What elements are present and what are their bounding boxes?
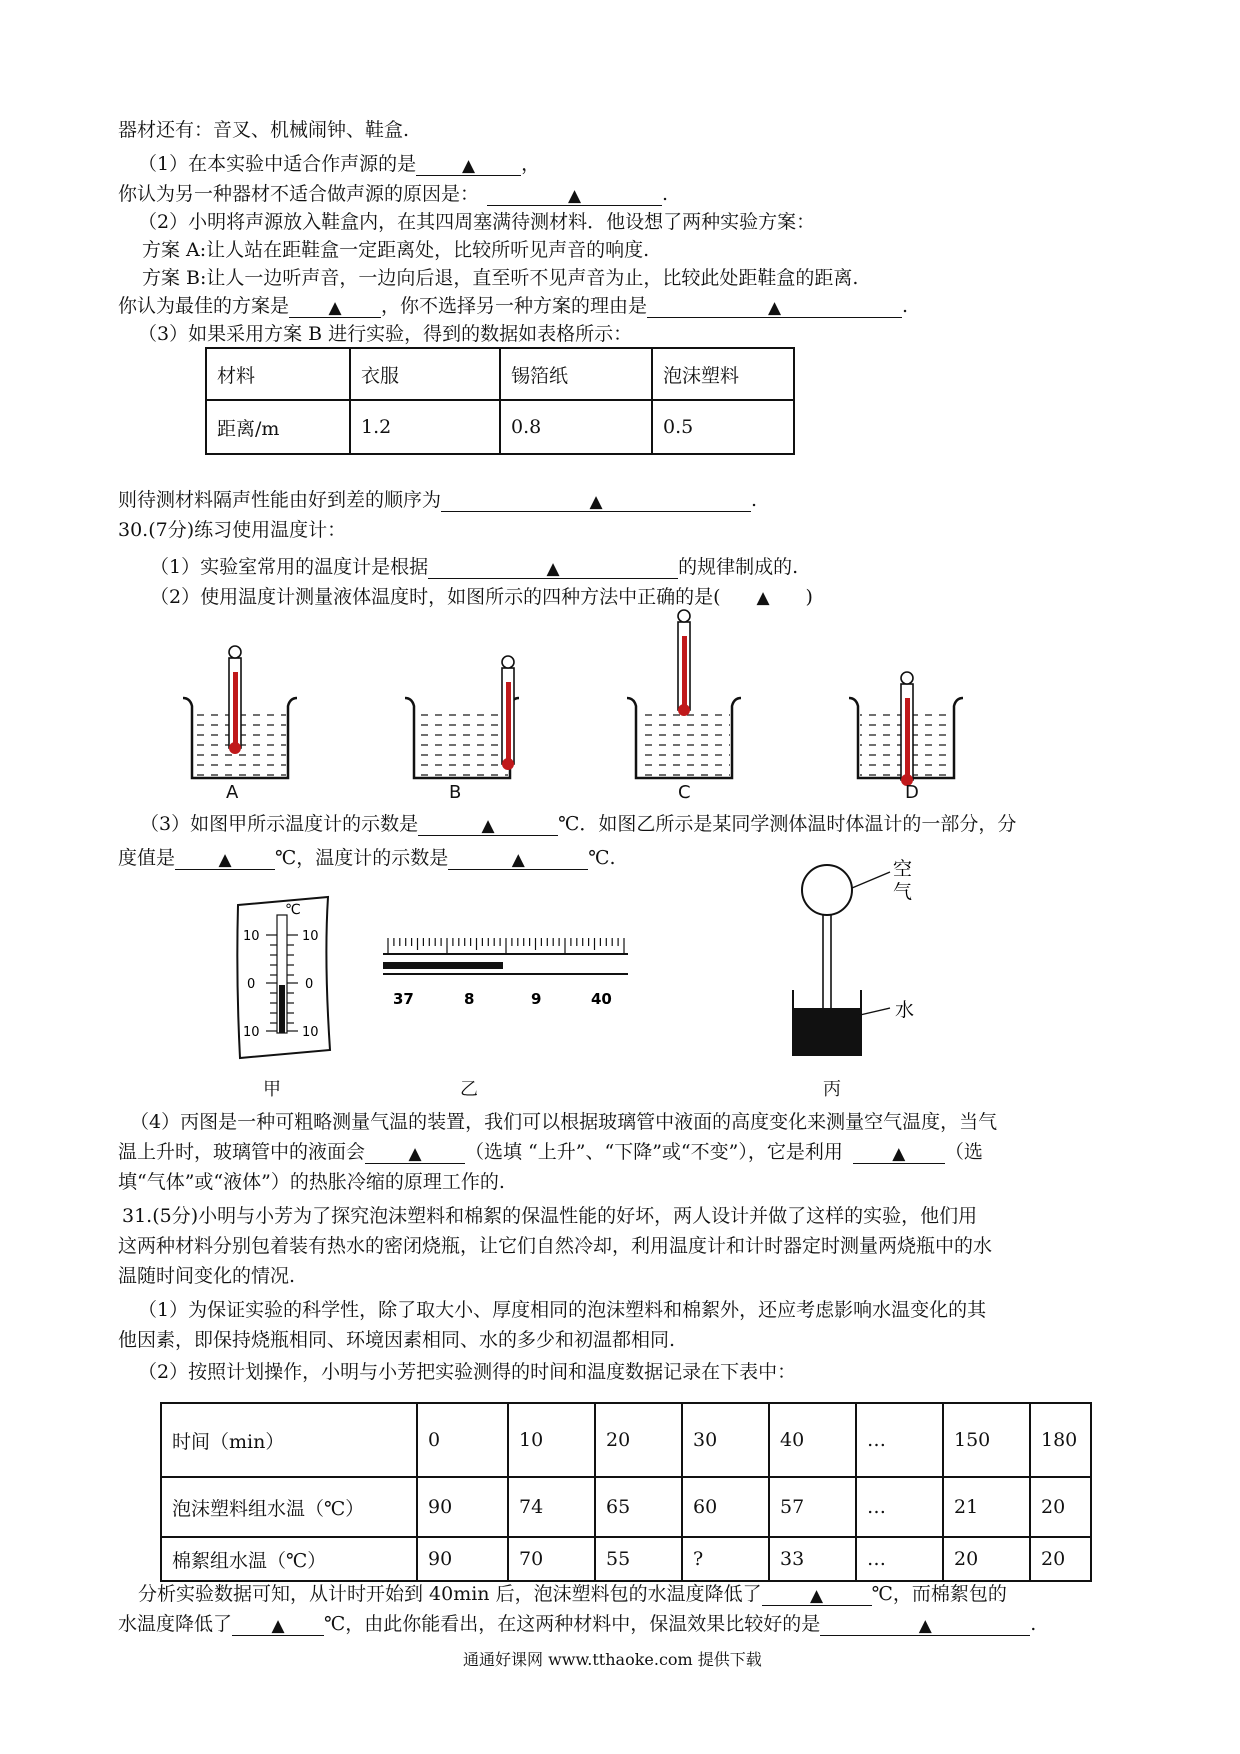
question-line: （1）实验室常用的温度计是根据 ▲ 的规律制成的. bbox=[150, 556, 799, 579]
figure-yi-clinical-thermometer bbox=[383, 938, 628, 1008]
table-cell: 90 bbox=[417, 1477, 508, 1537]
text-line: 温随时间变化的情况. bbox=[118, 1265, 296, 1287]
question-line: （1）在本实验中适合作声源的是 ▲ ， bbox=[138, 153, 541, 176]
question-line: 度值是 ▲ ℃，温度计的示数是 ▲ ℃. bbox=[118, 847, 616, 870]
figure-caption-bing: 丙 bbox=[823, 1079, 841, 1100]
question-line: 你认为最佳的方案是 ▲ ，你不选择另一种方案的理由是 ▲ . bbox=[118, 295, 909, 318]
answer-blank[interactable]: ▲ bbox=[820, 1613, 1030, 1636]
table-cell: 衣服 bbox=[350, 348, 500, 400]
question-line: 则待测材料隔声性能由好到差的顺序为 ▲ . bbox=[118, 489, 758, 512]
text-line: 方案 A:让人站在距鞋盒一定距离处，比较所听见声音的响度. bbox=[142, 239, 650, 261]
answer-blank[interactable]: ▲ bbox=[441, 489, 751, 512]
text-line: （3）如果采用方案 B 进行实验，得到的数据如表格所示： bbox=[138, 323, 633, 345]
bing-label-air-1: 空 bbox=[893, 858, 913, 880]
text-line: （2）小明将声源放入鞋盒内，在其四周塞满待测材料．他设想了两种实验方案： bbox=[138, 211, 816, 233]
answer-blank[interactable]: ▲ bbox=[647, 295, 902, 318]
jia-tick: 0 bbox=[247, 977, 256, 992]
figure-caption-yi: 乙 bbox=[460, 1079, 478, 1100]
text-line: （2）按照计划操作，小明与小芳把实验测得的时间和温度数据记录在下表中： bbox=[138, 1361, 797, 1383]
beaker-label-a: A bbox=[226, 782, 239, 803]
yi-tick: 40 bbox=[591, 990, 612, 1008]
jia-tick: 10 bbox=[243, 1025, 260, 1040]
table-cell: 0 bbox=[417, 1403, 508, 1477]
yi-tick: 37 bbox=[393, 990, 414, 1008]
answer-blank[interactable]: ▲ bbox=[232, 1613, 324, 1636]
table-cell: 距离/m bbox=[206, 400, 350, 454]
table-cell: 70 bbox=[508, 1537, 595, 1581]
table-cell: 10 bbox=[508, 1403, 595, 1477]
table-cell: 20 bbox=[1030, 1477, 1091, 1537]
figure-bing-air-thermometer bbox=[793, 858, 914, 1055]
jia-tick: 10 bbox=[302, 1025, 319, 1040]
bing-label-water: 水 bbox=[895, 999, 915, 1021]
beaker-label-c: C bbox=[678, 782, 691, 803]
temperature-table bbox=[160, 1402, 1092, 1582]
text-line: 方案 B:让人一边听声音，一边向后退，直至听不见声音为止，比较此处距鞋盒的距离. bbox=[142, 267, 859, 289]
jia-tick: 10 bbox=[302, 929, 319, 944]
page-footer: 通通好课网 www.tthaoke.com 提供下载 bbox=[463, 1650, 762, 1669]
table-cell: 180 bbox=[1030, 1403, 1091, 1477]
text-line: 器材还有：音叉、机械闹钟、鞋盒. bbox=[118, 119, 410, 141]
table-cell: 60 bbox=[682, 1477, 769, 1537]
table-cell: 30 bbox=[682, 1403, 769, 1477]
table-cell: 锡箔纸 bbox=[500, 348, 652, 400]
question-heading: 30.(7分)练习使用温度计： bbox=[118, 519, 347, 541]
jia-tick: 0 bbox=[305, 977, 314, 992]
table-cell: … bbox=[856, 1537, 943, 1581]
answer-blank[interactable]: ▲ bbox=[416, 153, 521, 176]
question-line: （2）使用温度计测量液体温度时，如图所示的四种方法中正确的是( ▲ ) bbox=[150, 586, 813, 608]
table-cell: 1.2 bbox=[350, 400, 500, 454]
text-line: 这两种材料分别包着装有热水的密闭烧瓶，让它们自然冷却，利用温度计和计时器定时测量两烧瓶中的水 bbox=[118, 1235, 993, 1257]
table-cell: 57 bbox=[769, 1477, 856, 1537]
answer-blank[interactable]: ▲ bbox=[418, 813, 558, 836]
figure-caption-jia: 甲 bbox=[263, 1079, 281, 1100]
table-cell: 20 bbox=[595, 1403, 682, 1477]
answer-blank[interactable]: ▲ bbox=[487, 183, 662, 206]
figure-jia-thermometer bbox=[237, 897, 330, 1058]
table-cell: 0.5 bbox=[652, 400, 794, 454]
jia-tick: 10 bbox=[243, 929, 260, 944]
table-cell: 74 bbox=[508, 1477, 595, 1537]
answer-blank[interactable]: ▲ bbox=[448, 847, 588, 870]
answer-blank[interactable]: ▲ bbox=[853, 1141, 945, 1164]
text-line: 填“气体”或“液体”）的热胀冷缩的原理工作的. bbox=[118, 1171, 505, 1193]
text-line: 他因素，即保持烧瓶相同、环境因素相同、水的多少和初温都相同. bbox=[118, 1329, 676, 1351]
table-cell: 90 bbox=[417, 1537, 508, 1581]
bing-label-air-2: 气 bbox=[893, 881, 913, 903]
table-cell: 55 bbox=[595, 1537, 682, 1581]
table-cell: 21 bbox=[943, 1477, 1030, 1537]
table-cell: 20 bbox=[943, 1537, 1030, 1581]
yi-tick: 8 bbox=[464, 990, 475, 1008]
question-line: 分析实验数据可知，从计时开始到 40min 后，泡沫塑料包的水温度降低了 ▲ ℃，而棉絮包的 bbox=[138, 1583, 1007, 1606]
answer-blank[interactable]: ▲ bbox=[365, 1141, 465, 1164]
question-line: （3）如图甲所示温度计的示数是 ▲ ℃．如图乙所示是某同学测体温时体温计的一部分，分 bbox=[140, 813, 1017, 836]
table-cell: 材料 bbox=[206, 348, 350, 400]
table-cell: 泡沫塑料组水温（℃） bbox=[161, 1477, 417, 1537]
question-line: 温上升时，玻璃管中的液面会 ▲ （选填 “上升”、“下降”或“不变”），它是利用 ▲ （选 bbox=[118, 1141, 983, 1164]
answer-blank[interactable]: ▲ bbox=[762, 1583, 872, 1606]
table-cell: … bbox=[856, 1403, 943, 1477]
table-cell: 20 bbox=[1030, 1537, 1091, 1581]
answer-blank[interactable]: ▲ bbox=[756, 588, 770, 608]
table-cell: 棉絮组水温（℃） bbox=[161, 1537, 417, 1581]
question-line: 水温度降低了 ▲ ℃，由此你能看出，在这两种材料中，保温效果比较好的是 ▲ . bbox=[118, 1613, 1037, 1636]
beaker-label-b: B bbox=[449, 782, 462, 803]
table-cell: 时间（min） bbox=[161, 1403, 417, 1477]
table-cell: … bbox=[856, 1477, 943, 1537]
jia-unit: ℃ bbox=[285, 902, 301, 918]
table-cell: 150 bbox=[943, 1403, 1030, 1477]
table-cell: 0.8 bbox=[500, 400, 652, 454]
table-cell: 泡沫塑料 bbox=[652, 348, 794, 400]
table-cell: 65 bbox=[595, 1477, 682, 1537]
answer-blank[interactable]: ▲ bbox=[428, 556, 678, 579]
answer-blank[interactable]: ▲ bbox=[175, 847, 275, 870]
table-cell: 40 bbox=[769, 1403, 856, 1477]
answer-blank[interactable]: ▲ bbox=[289, 295, 381, 318]
yi-tick: 9 bbox=[531, 990, 542, 1008]
text-line: （1）为保证实验的科学性，除了取大小、厚度相同的泡沫塑料和棉絮外，还应考虑影响水温变化的其 bbox=[138, 1299, 987, 1321]
beaker-label-d: D bbox=[905, 782, 919, 803]
text-line: （4）丙图是一种可粗略测量气温的装置，我们可以根据玻璃管中液面的高度变化来测量空气温度，当气 bbox=[130, 1111, 998, 1133]
table-cell: 33 bbox=[769, 1537, 856, 1581]
question-line: 你认为另一种器材不适合做声源的原因是： ▲ . bbox=[118, 183, 669, 206]
table-cell: ? bbox=[682, 1537, 769, 1581]
question-heading: 31.(5分)小明与小芳为了探究泡沫塑料和棉絮的保温性能的好坏，两人设计并做了这样的实验，他们用 bbox=[122, 1205, 978, 1227]
